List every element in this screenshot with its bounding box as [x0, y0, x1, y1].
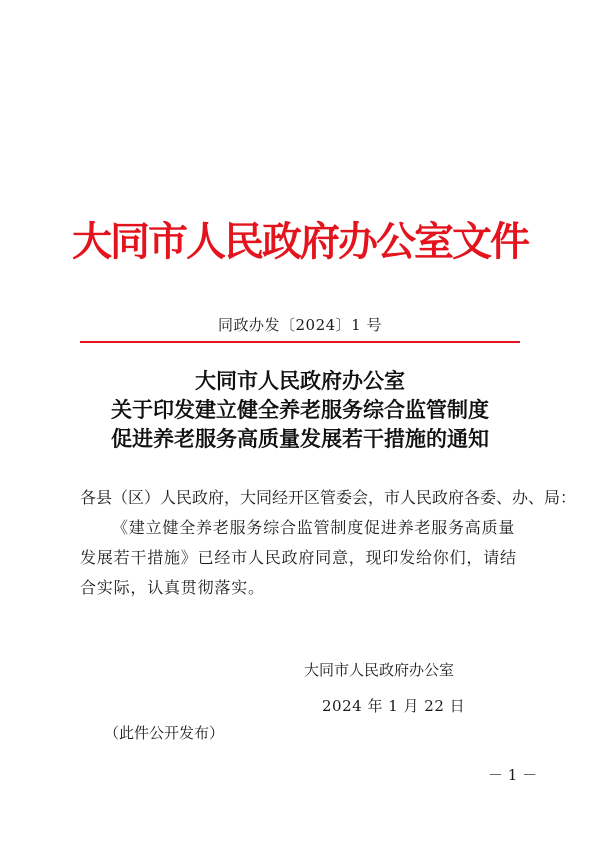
document-masthead: 大同市人民政府办公室文件 — [72, 218, 528, 265]
page-number: － 1 － — [488, 766, 538, 784]
red-separator-line — [80, 341, 520, 343]
document-number: 同政办发〔2024〕1 号 — [218, 316, 382, 334]
addressee-line: 各县（区）人民政府，大同经开区管委会，市人民政府各委、办、局： — [80, 488, 577, 507]
title-line-2: 关于印发建立健全养老服务综合监管制度 — [111, 397, 489, 422]
title-line-3: 促进养老服务高质量发展若干措施的通知 — [111, 426, 489, 451]
publish-note: （此件公开发布） — [104, 724, 225, 742]
issuer-signature: 大同市人民政府办公室 — [304, 661, 455, 679]
title-line-1: 大同市人民政府办公室 — [195, 368, 405, 393]
body-paragraph: 《建立健全养老服务综合监管制度促进养老服务高质量发展若干措施》已经市人民政府同意，现印发给你们，请结合实际，认真贯彻落实。 — [80, 518, 517, 597]
document-title — [0, 366, 600, 453]
issue-date: 2024 年 1 月 22 日 — [322, 697, 466, 715]
